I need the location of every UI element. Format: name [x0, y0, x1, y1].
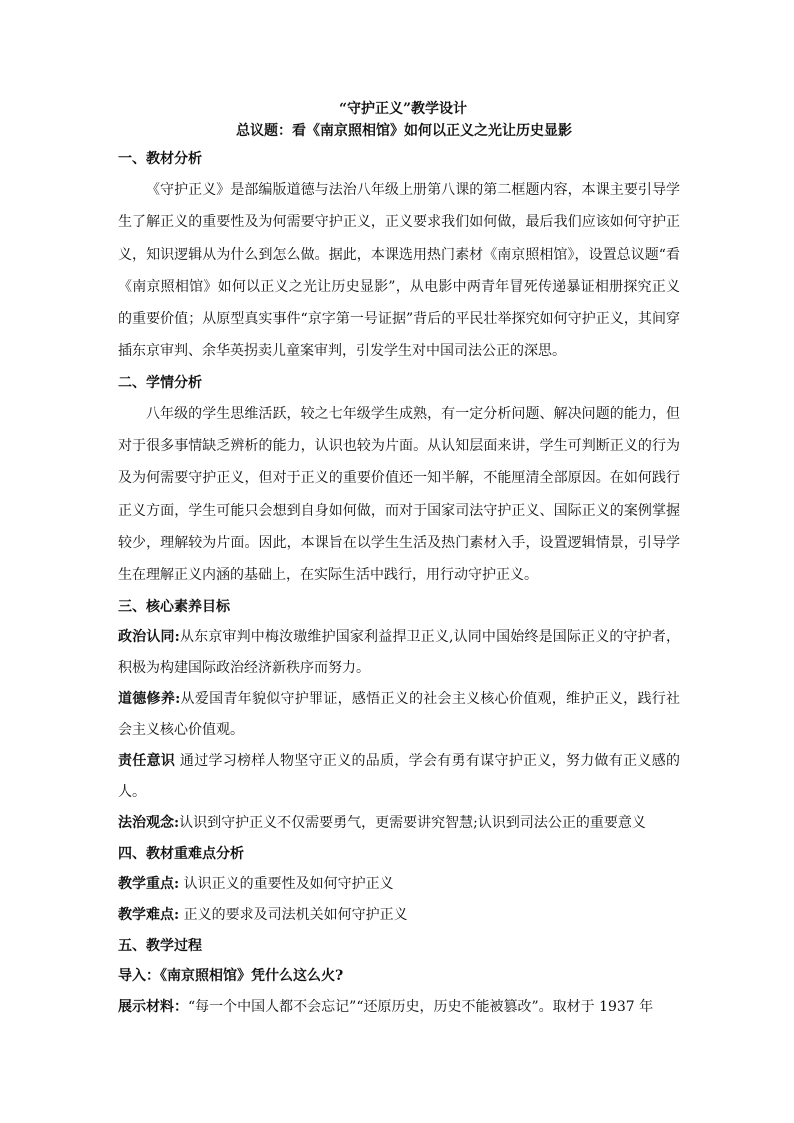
- goal-label: 政治认同:: [118, 628, 180, 645]
- difficult-point-label: 教学难点:: [118, 906, 180, 923]
- section-heading-core-literacy: 三、核心素养目标: [118, 598, 230, 615]
- goal-text: 从爱国青年貌似守护罪证，感悟正义的社会主义核心价值观，维护正义，践行社会主义核心价值观。: [118, 690, 680, 738]
- intro-label: 导入：《南京照相馆》凭什么这么火?: [118, 967, 344, 984]
- section-heading-textbook-analysis: 一、教材分析: [118, 151, 202, 167]
- key-point-text: 认识正义的重要性及如何守护正义: [179, 875, 394, 892]
- material-text: “每一个中国人都不会忘记”“还原历史，历史不能被篡改”。取材于 1937 年: [188, 998, 654, 1015]
- material-display: [118, 992, 680, 1023]
- teaching-difficult-point: [118, 900, 680, 931]
- goal-text: 从东京审判中梅汝璈维护国家利益捍卫正义,认同中国始终是国际正义的守护者，积极为构建国际政治经济新秩序而努力。: [118, 628, 680, 676]
- section-heading-key-difficult-points: 四、教材重难点分析: [118, 845, 244, 862]
- key-point-label: 教学重点:: [118, 875, 180, 892]
- goal-label: 法治观念:: [118, 814, 180, 831]
- goal-label: 道德修养:: [118, 690, 181, 707]
- textbook-analysis-paragraph: 《守护正义》是部编版道德与法治八年级上册第八课的第二框题内容，本课主要引导学生了解正义的重要性及为何需要守护正义，正义要求我们如何做，最后我们应该如何守护正义，知识逻辑从为什么到怎么做。据此，本课选用热门素材《南京照相馆》，设置总议题“看《南京照相馆》如何以正义之光让历史显影”，从电影中两青年冒死传递暴证相册探究正义的重要价值；从原型真实事件“京字第一号证据”背后的平民壮举探究如何守护正义，其间穿插东京审判、余华英拐卖儿童案审判，引发学生对中国司法公正的深思。: [118, 182, 680, 360]
- section-heading-teaching-process: 五、教学过程: [118, 937, 202, 954]
- difficult-point-text: 正义的要求及司法机关如何守护正义: [179, 906, 408, 923]
- material-label: 展示材料：: [118, 998, 188, 1015]
- goal-label: 责任意识: [118, 752, 176, 769]
- goal-rule-of-law: [118, 808, 680, 839]
- document-subtitle: 总议题：看《南京照相馆》如何以正义之光让历史显影: [236, 123, 572, 139]
- goal-responsibility: [118, 746, 680, 808]
- section-heading-student-analysis: 二、学情分析: [118, 374, 202, 391]
- goal-text: 认识到守护正义不仅需要勇气，更需要讲究智慧;认识到司法公正的重要意义: [179, 814, 646, 831]
- goal-text: 通过学习榜样人物坚守正义的品质，学会有勇有谋守护正义，努力做有正义感的人。: [118, 752, 680, 800]
- goal-political-identity: [118, 622, 680, 684]
- student-analysis-paragraph: 八年级的学生思维活跃，较之七年级学生成熟，有一定分析问题、解决问题的能力，但对于很多事情缺乏辨析的能力，认识也较为片面。从认知层面来讲，学生可判断正义的行为及为何需要守护正义，但对于正义的重要价值还一知半解，不能厘清全部原因。在如何践行正义方面，学生可能只会想到自身如何做，而对于国家司法守护正义、国际正义的案例掌握较少，理解较为片面。因此，本课旨在以学生生活及热门素材入手，设置逻辑情景，引导学生在理解正义内涵的基础上，在实际生活中践行，用行动守护正义。: [118, 405, 680, 584]
- document-title: “守护正义”教学设计: [338, 101, 468, 117]
- lesson-intro: [118, 961, 680, 992]
- teaching-key-point: [118, 869, 680, 900]
- goal-moral-cultivation: [118, 684, 680, 746]
